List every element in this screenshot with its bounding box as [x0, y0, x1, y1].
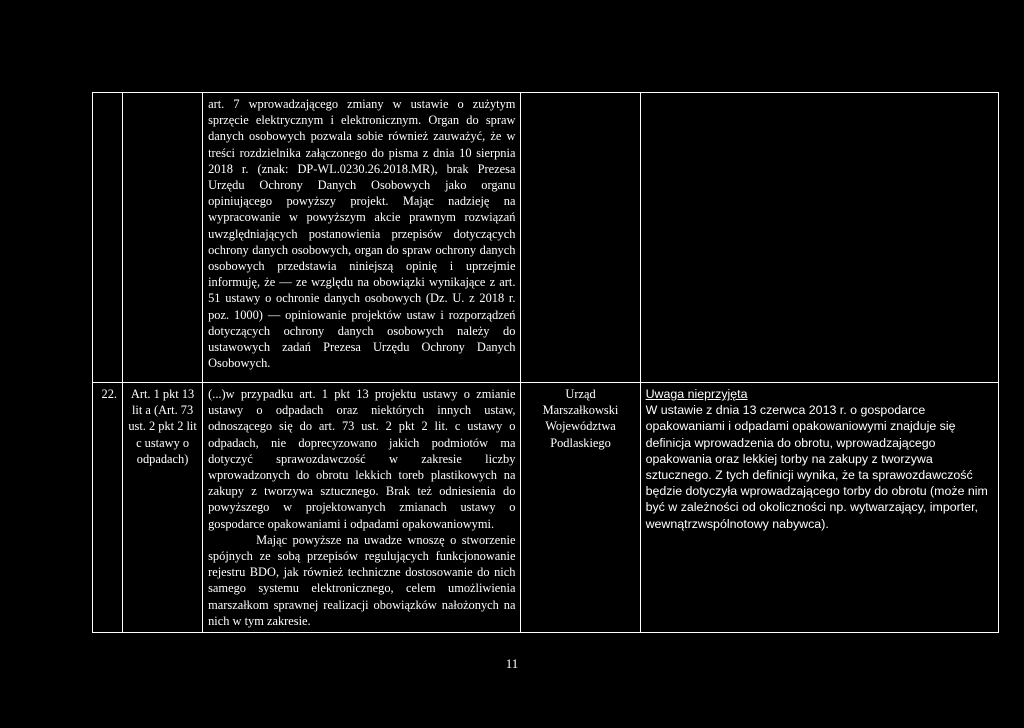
provision-cell [123, 93, 203, 383]
page-number: 11 [505, 656, 519, 671]
comments-table [92, 92, 999, 633]
response-text: W ustawie z dnia 13 czerwca 2013 r. o gospodarce opakowaniami i odpadami opakowaniowymi znajduje się definicja wprowadzenia do obrotu, wprowadzającego opakowania oraz lekkiej torby na zakupy z tworzywa sztucznego. Z tych definicji wynika, że ta sprawozdawczość będzie dotyczyła wprowadzającego torby do obrotu (może nim być w zależności od okoliczności np. wytwarzający, importer, wewnątrzwspólnotowy nabywca). [645, 403, 988, 531]
comment-text: art. 7 wprowadzającego zmiany w ustawie o zużytym sprzęcie elektrycznym i elektronicznym. Organ do spraw danych osobowych pozwala sobie również zauważyć, że w treści rozdzielnika załączonego do pisma z dnia 10 sierpnia 2018 r. (znak: DP-WL.0230.26.2018.MR), brak Prezesa Urzędu Ochrony Danych Osobowych jako organu opiniującego powyższy projekt. Mając nadzieję na wypracowanie w powyższym akcie prawnym rozwiązań uwzględniających postanowienia przepisów dotyczących ochrony danych osobowych, organ do spraw ochrony danych osobowych przedstawia niniejszą opinię i uprzejmie informuję, że — ze względu na obowiązki wynikające z art. 51 ustawy o ochronie danych osobowych (Dz. U. z 2018 r. poz. 1000) — opiniowanie projektów ustaw i rozporządzeń dotyczących ochrony danych osobowych należy do ustawowych zadań Prezesa Urzędu Ochrony Danych Osobowych. [208, 97, 516, 371]
submitter-cell [521, 383, 640, 633]
table-row [93, 383, 999, 633]
row-number: 22. [101, 387, 118, 401]
comment-cell [203, 383, 521, 633]
comment-paragraph: Mając powyższe na uwadze wnoszę o stworzenie spójnych ze sobą przepisów regulujących funkcjonowanie rejestru BDO, jak również techniczne dostosowanie do nich samego systemu elektronicznego, celem umożliwienia marszałkom sprawnej realizacji obowiązków nałożonych na nich w tym zakresie. [208, 532, 516, 628]
comment-cell [203, 93, 521, 383]
response-cell [640, 383, 998, 633]
submitter-name: Urząd Marszałkowski Województwa Podlaskiego [542, 387, 619, 450]
row-number-cell [93, 383, 123, 633]
provision-cell [123, 383, 203, 633]
table-row [93, 93, 999, 383]
row-number-cell [93, 93, 123, 383]
submitter-cell [521, 93, 640, 383]
comment-paragraph: (...)w przypadku art. 1 pkt 13 projektu ustawy o zmianie ustawy o odpadach oraz niektórych innych ustaw, odnoszącego się do art. 73 ust. 2 pkt 2 lit. c ustawy o odpadach, nie doprecyzowano jakich podmiotów ma dotyczyć sprawozdawczość w zakresie liczby wprowadzonych do obrotu lekkich toreb plastikowych na zakupy z tworzywa sztucznego. Brak też odniesienia do powyższego w projektowanych zmianach ustawy o gospodarce opakowaniami i odpadami opakowaniowymi. [208, 387, 516, 531]
response-status: Uwaga nieprzyjęta [645, 387, 748, 401]
response-cell [640, 93, 998, 383]
provision-text: Art. 1 pkt 13 lit a (Art. 73 ust. 2 pkt 2 lit c ustawy o odpadach) [128, 387, 197, 466]
